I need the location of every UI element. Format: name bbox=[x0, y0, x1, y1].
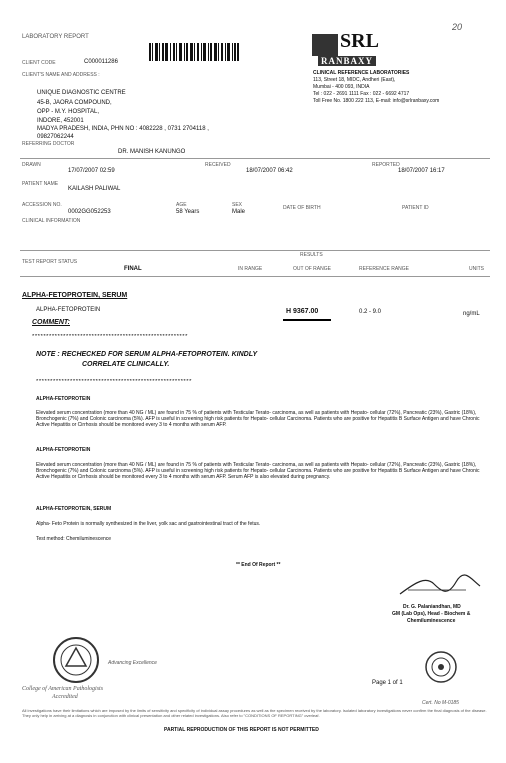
corner-mark: 20 bbox=[452, 22, 463, 32]
interp-title: ALPHA-FETOPROTEIN bbox=[36, 396, 91, 402]
client-line: OPP - M.Y. HOSPITAL, bbox=[37, 109, 100, 115]
comment-label: COMMENT: bbox=[32, 319, 70, 326]
interp-title: ALPHA-FETOPROTEIN bbox=[36, 447, 91, 453]
client-code-label: CLIENT CODE bbox=[22, 60, 56, 66]
test-method: Test method: Chemiluminescence bbox=[36, 536, 112, 542]
reference-range: 0.2 - 9.0 bbox=[359, 309, 382, 315]
client-name-label: CLIENT'S NAME AND ADDRESS : bbox=[22, 72, 100, 78]
age-label: AGE bbox=[176, 202, 187, 208]
signatory-title: Chemiluminescence bbox=[407, 618, 456, 624]
patient-name: KAILASH PALIWAL bbox=[68, 186, 121, 192]
sex-value: Male bbox=[232, 209, 246, 215]
lab-address: Mumbai - 400 093, INDIA bbox=[313, 84, 370, 90]
units-value: ng/mL bbox=[463, 311, 480, 317]
reproduction-notice: PARTIAL REPRODUCTION OF THIS REPORT IS NOT PERMITTED bbox=[164, 727, 319, 733]
star-divider: ******************************************************* bbox=[36, 379, 192, 385]
note-line: CORRELATE CLINICALLY. bbox=[82, 361, 170, 368]
reported-date: 18/07/2007 16:17 bbox=[398, 168, 445, 174]
col-in-range: IN RANGE bbox=[238, 266, 263, 272]
reported-label: REPORTED bbox=[372, 162, 400, 168]
lab-name: CLINICAL REFERENCE LABORATORIES bbox=[313, 70, 410, 76]
client-line: 45-B, JAORA COMPOUND, bbox=[37, 100, 112, 106]
referring-label: REFERRING DOCTOR bbox=[22, 141, 75, 147]
barcode-image bbox=[148, 42, 240, 62]
cap-tagline: Advancing Excellence bbox=[108, 660, 157, 666]
cap-name: College of American Pathologists bbox=[22, 686, 104, 692]
cap-accredited: Accredited bbox=[52, 694, 78, 700]
client-line: INDORE, 452001 bbox=[37, 118, 84, 124]
col-units: UNITS bbox=[469, 266, 484, 272]
signatory-name: Dr. G. Palaniandhan, MD bbox=[403, 604, 461, 610]
test-name: ALPHA-FETOPROTEIN bbox=[36, 307, 101, 313]
client-line: UNIQUE DIAGNOSTIC CENTRE bbox=[37, 90, 126, 96]
cap-seal-icon bbox=[52, 636, 100, 684]
status-label: TEST REPORT STATUS bbox=[22, 259, 78, 265]
dob-label: DATE OF BIRTH bbox=[283, 205, 321, 211]
col-out-range: OUT OF RANGE bbox=[293, 266, 331, 272]
received-date: 18/07/2007 06:42 bbox=[246, 168, 293, 174]
lab-phone: Tel : 022 - 2691 1111 Fax : 022 - 6692 4717 bbox=[313, 91, 410, 97]
interp-text: Elevated serum concentration (more than 40 NG / ML) are found in 75 % of patients with Testicular Terato- carcinoma, as well as patients with Hepato- cellular (72%), Pancreatic (23%), Gastric (18%), Bronchogenic (7%) and Colonic carcinoma (5%). AFP is useful in screening high risk patients for Hepato- cellular Carcinoma. Patients who are positive for Hepatitis B Surface Antigen and have Chronic Active Hepatitis or Cirrhosis should be monitored every 3 to 4 months with serum AFP. bbox=[36, 410, 480, 428]
srl-logo-mark bbox=[312, 34, 338, 56]
sex-label: SEX bbox=[232, 202, 243, 208]
age-value: 58 Years bbox=[176, 209, 200, 215]
interp-text: Alpha- Feto Protein is normally synthesized in the liver, yolk sac and gastrointestinal tract of the fetus. bbox=[36, 521, 261, 527]
srl-logo-text: SRL bbox=[340, 30, 379, 52]
end-of-report: ** End Of Report ** bbox=[236, 562, 281, 568]
interp-text: Elevated serum concentration (more than 40 NG / ML) are found in 75 % of patients with Testicular Terato- carcinoma, as well as patients with Hepato- cellular (72%), Pancreatic (23%), Gastric (18%), Bronchogenic (7%) and Colonic carcinoma (5%). AFP is useful in screening high risk patients for Hepato- cellular Carcinoma. Patients who are positive for Hepatitis B Surface Antigen and have Chronic Active Hepatitis or Cirrhosis should be monitored every 3 to 4 months with serum AFP. Serum AFP is also elevated during pregnancy. bbox=[36, 462, 480, 480]
patient-name-label: PATIENT NAME bbox=[22, 181, 59, 187]
drawn-date: 17/07/2007 02:59 bbox=[68, 168, 115, 174]
client-code: C000011286 bbox=[84, 59, 118, 65]
test-result: H 9367.00 bbox=[286, 308, 319, 315]
report-title: LABORATORY REPORT bbox=[22, 34, 89, 40]
patient-id-label: PATIENT ID bbox=[402, 205, 429, 211]
section-title: ALPHA-FETOPROTEIN, SERUM bbox=[22, 292, 128, 299]
accession-number: 0002GG052253 bbox=[68, 209, 111, 215]
star-divider: ******************************************************* bbox=[32, 334, 188, 340]
status-value: FINAL bbox=[124, 266, 142, 272]
referring-doctor: DR. MANISH KANUNGO bbox=[118, 149, 186, 155]
clinical-info-label: CLINICAL INFORMATION bbox=[22, 218, 81, 224]
ranbaxy-logo-text: RANBAXY bbox=[318, 56, 376, 66]
cert-number: Cert. No M-0185 bbox=[422, 700, 459, 706]
drawn-label: DRAWN bbox=[22, 162, 41, 168]
note-line: NOTE : RECHECKED FOR SERUM ALPHA-FETOPROTEIN. KINDLY bbox=[36, 351, 258, 358]
lab-address: 113, Street 18, MIDC, Andheri (East), bbox=[313, 77, 396, 83]
received-label: RECEIVED bbox=[205, 162, 231, 168]
results-label: RESULTS bbox=[300, 252, 323, 258]
col-reference: REFERENCE RANGE bbox=[359, 266, 410, 272]
client-line: MADYA PRADESH, INDIA, PHN NO : 4082228 , 0731 2704118 , bbox=[37, 126, 209, 132]
lab-tollfree: Toll Free No. 1800 222 113, E-mail: info@srlranbaxy.com bbox=[313, 98, 440, 104]
signatory-title: GM (Lab Ops), Head - Biochem & bbox=[392, 611, 471, 617]
interp-title: ALPHA-FETOPROTEIN, SERUM bbox=[36, 506, 112, 512]
accreditation-seal-icon bbox=[424, 650, 458, 684]
accession-label: ACCESSION NO. bbox=[22, 202, 62, 208]
client-line: 09827062244 bbox=[37, 134, 74, 140]
page-number: Page 1 of 1 bbox=[372, 680, 403, 686]
disclaimer: All investigations have their limitations which are imposed by the limits of sensitivity and specificity of individual assay procedures as well as the specimen received by the laboratory. Isolated laboratory investigations never confirm the final diagnosis of the disease. They only help in arriving at a diagnosis in conjunction with clinical presentation and other related investigations. Also refer to "CONDITIONS OF REPORTING" overleaf. bbox=[22, 708, 487, 718]
signature-image bbox=[396, 572, 482, 600]
